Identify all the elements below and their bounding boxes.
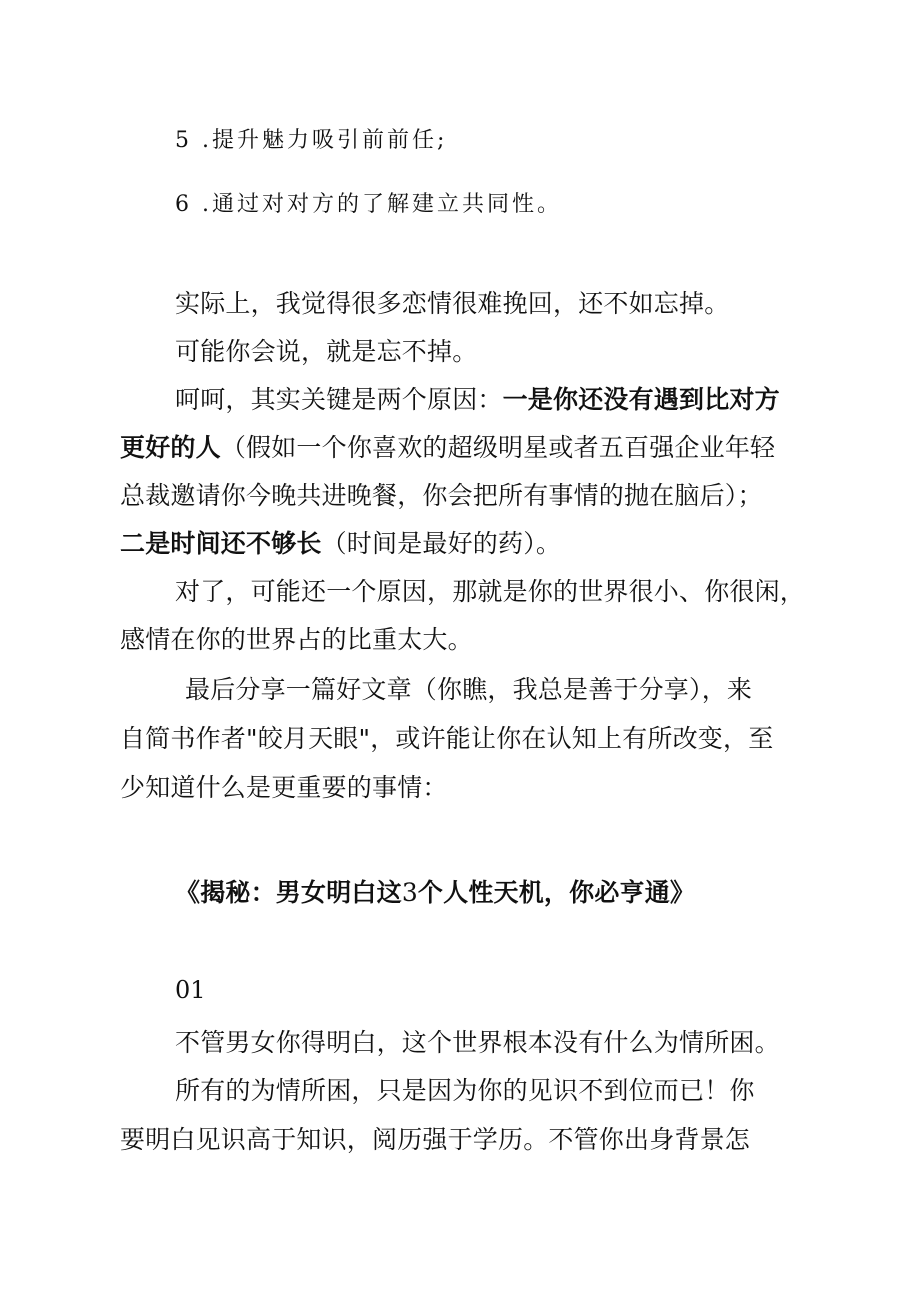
- paragraph-4-line-1: 对了，可能还一个原因，那就是你的世界很小、你很闲，: [175, 577, 806, 606]
- paragraph-4-line-2: 感情在你的世界占的比重太大。: [120, 625, 473, 654]
- paragraph-3-bold: 一是你还没有遇到比对方: [502, 385, 780, 414]
- paragraph-3-line-3: 总裁邀请你今晚共进晚餐，你会把所有事情的抛在脑后）；: [120, 481, 763, 510]
- paragraph-3-bold: 更好的人: [120, 433, 221, 462]
- paragraph-3-text: （假如一个你喜欢的超级明星或者五百强企业年轻: [220, 433, 776, 462]
- paragraph-3-line-1: [175, 383, 875, 417]
- paragraph-3-line-4: [120, 527, 820, 561]
- article-title: [175, 876, 875, 910]
- paragraph-5-line-2: 自简书作者"皎月天眼"，或许能让你在认知上有所改变，至: [120, 724, 774, 753]
- list-item-6: 6 .通过对对方的了解建立共同性。: [175, 192, 562, 217]
- article-title-part: 《揭秘：男女明白这: [175, 878, 402, 907]
- paragraph-2: 可能你会说，就是忘不掉。: [175, 337, 478, 366]
- section-line-3: 要明白见识高于知识，阅历强于学历。不管你出身背景怎: [120, 1125, 751, 1154]
- section-number: 01: [175, 976, 206, 1004]
- paragraph-1: 实际上，我觉得很多恋情很难挽回，还不如忘掉。: [175, 289, 730, 318]
- section-line-2: 所有的为情所困，只是因为你的见识不到位而已！你: [175, 1076, 755, 1105]
- list-item-5: 5 .提升魅力吸引前前任;: [175, 128, 448, 153]
- section-line-1: 不管男女你得明白，这个世界根本没有什么为情所困。: [175, 1028, 780, 1057]
- paragraph-3-text: （时间是最好的药）。: [321, 529, 562, 558]
- article-title-part: 个人性天机，你必亨通》: [417, 878, 696, 907]
- paragraph-5-line-1: 最后分享一篇好文章（你瞧，我总是善于分享），来: [185, 675, 753, 704]
- paragraph-3-bold: 二是时间还不够长: [120, 529, 322, 558]
- paragraph-5-line-3: 少知道什么是更重要的事情：: [120, 773, 448, 802]
- paragraph-3-text: 呵呵，其实关键是两个原因：: [175, 385, 503, 414]
- article-title-number: 3: [401, 878, 418, 907]
- paragraph-3-line-2: [120, 431, 820, 465]
